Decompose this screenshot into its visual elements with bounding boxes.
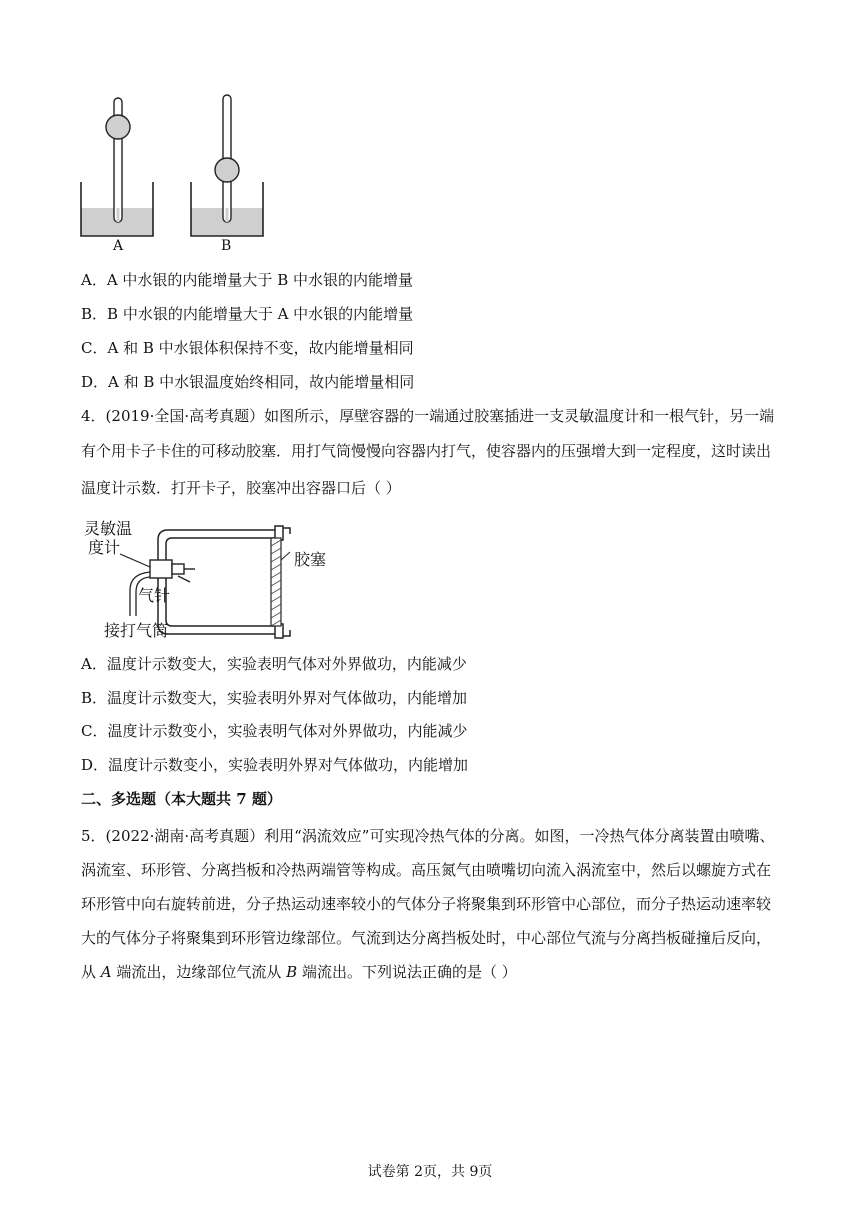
q4-stem-line-3: 温度计示数．打开卡子，胶塞冲出容器口后（ ） xyxy=(81,479,401,497)
q3-option-c: C．A 和 B 中水银体积保持不变，故内能增量相同 xyxy=(81,339,414,357)
q5-stem-line-3: 环形管中向右旋转前进，分子热运动速率较小的气体分子将聚集到环形管中心部位，而分子热运动速率较 xyxy=(81,895,772,913)
figure-label-a: A xyxy=(113,238,124,254)
q5-text-pre: 从 xyxy=(81,963,101,981)
container xyxy=(158,526,290,638)
thermometer-label-1: 灵敏温 xyxy=(84,519,133,538)
q5-text-mid: 端流出，边缘部位气流从 xyxy=(111,963,287,981)
q5-stem-line-5 xyxy=(81,962,517,982)
q5-text-post: 端流出。下列说法正确的是（ ） xyxy=(297,963,517,981)
q4-option-d: D．温度计示数变小，实验表明外界对气体做功，内能增加 xyxy=(81,756,469,774)
beaker-b xyxy=(191,95,263,236)
q4-option-b: B．温度计示数变大，实验表明外界对气体做功，内能增加 xyxy=(81,689,468,707)
figure-label-b: B xyxy=(221,238,232,254)
q5-end-a: A xyxy=(100,963,112,981)
q4-option-c: C．温度计示数变小，实验表明气体对外界做功，内能减少 xyxy=(81,722,468,740)
q5-stem-line-2: 涡流室、环形管、分离挡板和冷热两端管等构成。高压氮气由喷嘴切向流入涡流室中，然后以螺旋方式在 xyxy=(81,861,772,879)
section-title: 二、多选题（本大题共 7 题） xyxy=(81,790,282,808)
q4-stem-line-2: 有个用卡子卡住的可移动胶塞．用打气筒慢慢向容器内打气，使容器内的压强增大到一定程度，这时读出 xyxy=(81,442,772,460)
q4-stem-line-1: 4．(2019·全国·高考真题）如图所示，厚壁容器的一端通过胶塞插进一支灵敏温度计和一根气针，另一端 xyxy=(81,407,775,425)
q4-option-a: A．温度计示数变大，实验表明气体对外界做功，内能减少 xyxy=(81,655,467,673)
needle-label: 气针 xyxy=(138,586,171,605)
page-footer: 试卷第 2页，共 9页 xyxy=(367,1164,493,1180)
thermometer-label-2: 度计 xyxy=(88,538,121,557)
stopper-label: 胶塞 xyxy=(294,550,327,569)
q3-option-d: D．A 和 B 中水银温度始终相同，故内能增量相同 xyxy=(81,373,415,391)
stopper xyxy=(271,538,281,626)
left-plug xyxy=(150,560,195,582)
q3-option-b: B．B 中水银的内能增量大于 A 中水银的内能增量 xyxy=(81,305,414,323)
beaker-a xyxy=(81,98,153,236)
q5-stem-line-1: 5．(2022·湖南·高考真题）利用“涡流效应”可实现冷热气体的分离。如图，一冷热气体分离装置由喷嘴、 xyxy=(81,827,775,845)
figure-mercury-tubes xyxy=(78,90,278,260)
q5-end-b: B xyxy=(286,963,298,981)
q3-option-a: A．A 中水银的内能增量大于 B 中水银的内能增量 xyxy=(81,271,413,289)
pump-label: 接打气筒 xyxy=(104,621,169,640)
q5-stem-line-4: 大的气体分子将聚集到环形管边缘部位。气流到达分离挡板处时，中心部位气流与分离挡板碰撞后反向， xyxy=(81,929,772,947)
